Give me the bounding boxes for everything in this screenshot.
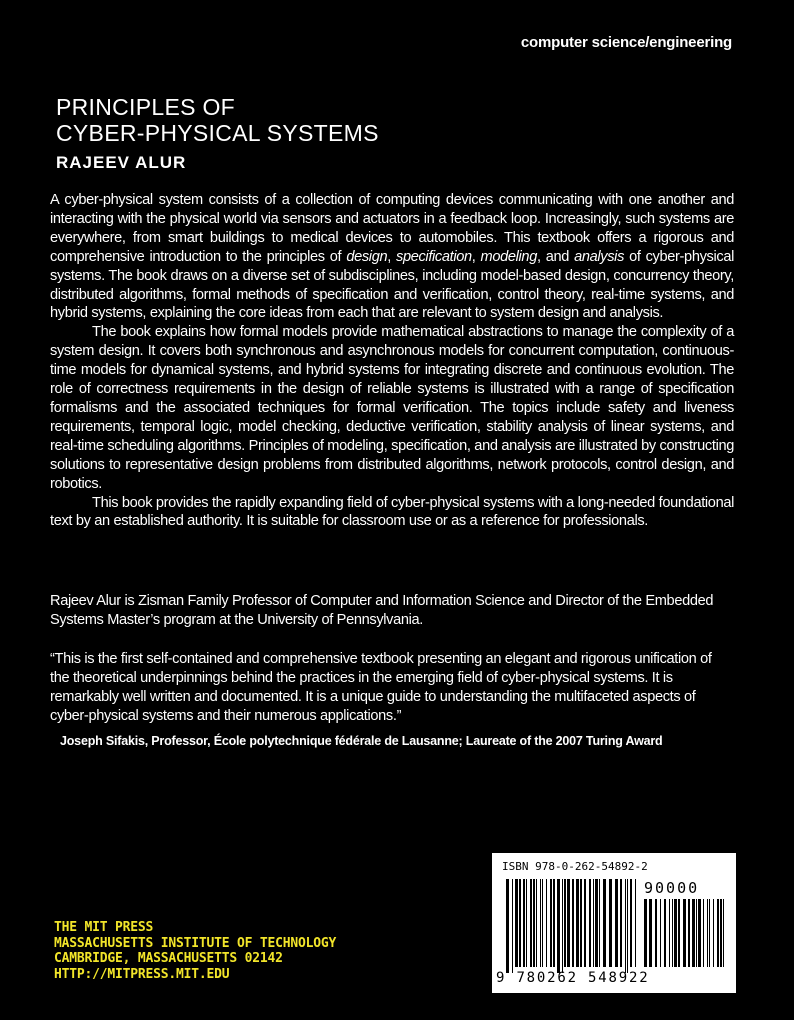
barcode-bar xyxy=(630,879,632,967)
barcode-bar xyxy=(717,899,719,967)
barcode-bar xyxy=(584,879,586,967)
barcode-bar xyxy=(703,899,704,967)
barcode-bar xyxy=(526,879,527,967)
barcode-bar xyxy=(644,899,647,967)
barcode-bar xyxy=(515,879,518,967)
barcode-bar xyxy=(713,899,714,967)
publisher-institution: MASSACHUSETTS INSTITUTE OF TECHNOLOGY xyxy=(54,935,337,951)
publisher-name: THE MIT PRESS xyxy=(54,920,154,935)
barcode-bar xyxy=(533,879,535,967)
barcode-bar xyxy=(609,879,612,967)
barcode-bar xyxy=(567,879,570,967)
publisher-block xyxy=(54,920,336,982)
author-bio: Rajeev Alur is Zisman Family Professor of Computer and Information Science and Director of the Embedded Systems Master’s program at the University of Pennsylvania. xyxy=(50,593,714,628)
barcode-bar xyxy=(683,899,686,967)
barcode-bar xyxy=(562,879,563,973)
description-paragraph-3: This book provides the rapidly expanding field of cyber-physical systems with a long-needed foundational text by an established authority. It is suitable for classroom use or as a reference for professionals. xyxy=(50,494,734,530)
description-paragraph-2: The book explains how formal models provide mathematical abstractions to manage the complexity of a system design. It covers both synchronous and asynchronous models for concurrent computation, continuous-time models for dynamical systems, and hybrid systems for integrating discrete and continuous evolution. The role of correctness requirements in the design of reliable systems is illustrated with a range of specification formalisms and the associated techniques for formal verification. The topics include safety and liveness requirements, temporal logic, model checking, deductive verification, stability analysis of linear systems, and real-time scheduling algorithms. Principles of modeling, specification, and analysis are illustrated by constructing solutions to representative design problems from distributed algorithms, network protocols, control design, and robotics. xyxy=(50,324,734,492)
barcode-bar xyxy=(688,899,690,967)
barcode-bar xyxy=(635,879,636,967)
barcode-bar xyxy=(572,879,574,967)
quote-attribution: Joseph Sifakis, Professor, École polytechnique fédérale de Lausanne; Laureate of the 2007 Turing Award xyxy=(60,734,663,748)
barcode-bar xyxy=(707,899,708,967)
barcode-bar xyxy=(595,879,598,967)
subject-category: computer science/engineering xyxy=(520,34,732,51)
barcode-bar xyxy=(649,899,652,967)
title-line-1: PRINCIPLES OF xyxy=(56,94,235,120)
barcode-bar xyxy=(542,879,543,967)
barcode-bar xyxy=(593,879,594,967)
barcode-bar xyxy=(674,899,677,967)
barcode-bar xyxy=(564,879,566,967)
title-line-2: CYBER-PHYSICAL SYSTEMS xyxy=(56,120,379,146)
barcode-bar xyxy=(692,899,695,967)
barcode-bar xyxy=(655,899,657,967)
ean-digits: 9 780262 548922 xyxy=(496,970,650,986)
barcode-bar xyxy=(709,899,710,967)
barcode-bar xyxy=(664,899,666,967)
barcode-bar xyxy=(698,899,701,967)
barcode-bar xyxy=(557,879,560,973)
barcode-bar xyxy=(696,899,697,967)
barcode-bar xyxy=(519,879,521,967)
author-name: RAJEEV ALUR xyxy=(56,153,187,172)
barcode-bar xyxy=(576,879,579,967)
barcode-bar xyxy=(536,879,537,967)
barcode-panel xyxy=(492,853,736,993)
isbn-label: ISBN 978-0-262-54892-2 xyxy=(502,860,648,873)
publisher-url: HTTP://MITPRESS.MIT.EDU xyxy=(54,966,230,982)
endorsement-quote: “This is the first self-contained and comprehensive textbook presenting an elegant and rigorous unification of the theoretical underpinnings behind the practices in the emerging field of cyber-physical systems. It is remarkably well written and documented. It is a unique guide to understanding the multifaceted aspects of cyber-physical systems and their numerous applications.” xyxy=(50,651,712,724)
barcode-bar xyxy=(589,879,591,967)
book-description xyxy=(50,191,734,531)
barcode-bar xyxy=(615,879,618,967)
book-title xyxy=(56,94,379,146)
barcode-bar xyxy=(523,879,525,967)
barcode-bar xyxy=(669,899,670,967)
barcode-bar xyxy=(625,879,626,973)
barcode-bar xyxy=(550,879,552,967)
barcode-bar xyxy=(546,879,547,967)
barcode-bar xyxy=(506,879,509,973)
barcode-bar xyxy=(580,879,582,967)
publisher-address: CAMBRIDGE, MASSACHUSETTS 02142 xyxy=(54,951,283,966)
barcode-bar xyxy=(603,879,606,967)
barcode-bar xyxy=(660,899,661,967)
barcode-bar xyxy=(540,879,541,967)
barcode-bar xyxy=(620,879,622,967)
barcode-bar xyxy=(599,879,600,967)
barcode-bar xyxy=(720,899,722,967)
barcode-bar xyxy=(512,879,513,973)
price-code: 90000 xyxy=(644,879,700,897)
barcode-bar xyxy=(530,879,532,967)
barcode-bar xyxy=(678,899,680,967)
barcode-bar xyxy=(672,899,673,967)
barcode-bar xyxy=(723,899,724,967)
description-paragraph-1: A cyber-physical system consists of a collection of computing devices communicating with one another and interacting with the physical world via sensors and actuators in a feedback loop. Increasingly, such systems are everywhere, from smart buildings to medical devices to automobiles. This textbook offers a rigorous and comprehensive introduction to the principles of design, specification, modeling, and analysis of cyber-physical systems. The book draws on a diverse set of subdisciplines, including model-based design, concurrency theory, distributed algorithms, formal methods of specification and verification, control theory, real-time systems, and hybrid systems, explaining the core ideas from each that are relevant to system design and analysis. xyxy=(50,192,734,322)
barcode-bar xyxy=(553,879,555,967)
barcode-bar xyxy=(627,879,628,973)
